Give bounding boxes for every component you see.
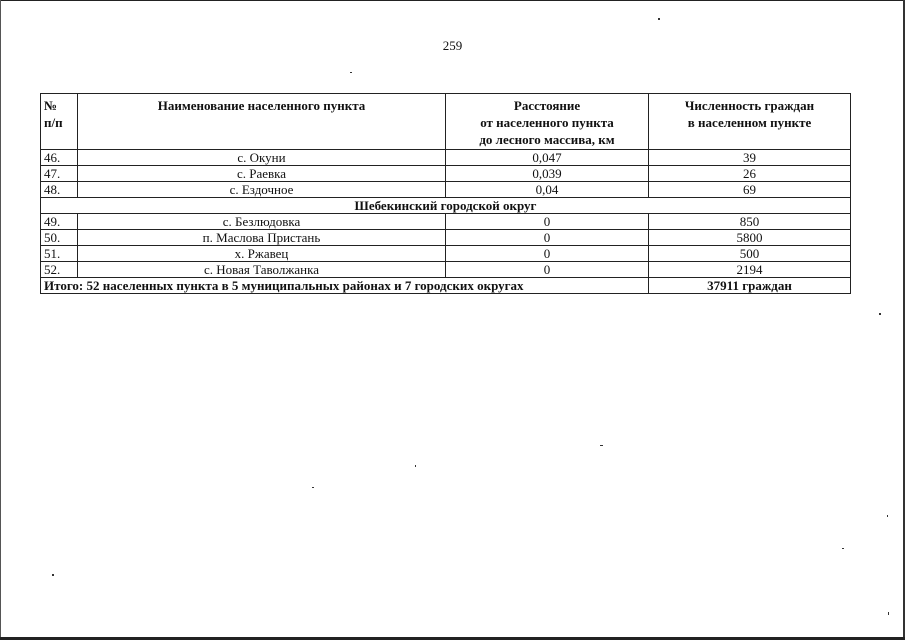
table-row: [41, 230, 851, 246]
row-num: 46.: [41, 150, 78, 166]
row-population: 500: [649, 246, 851, 262]
table-row: [41, 166, 851, 182]
scan-speck: [888, 612, 889, 615]
header-distance: [446, 94, 649, 150]
row-distance: 0,047: [446, 150, 649, 166]
scan-speck: [52, 574, 54, 576]
header-num-line2: п/п: [44, 115, 63, 130]
row-name: х. Ржавец: [78, 246, 446, 262]
row-name: с. Новая Таволжанка: [78, 262, 446, 278]
total-label: Итого: 52 населенных пункта в 5 муниципальных районах и 7 городских округах: [41, 278, 649, 294]
table-row: [41, 262, 851, 278]
table-row: [41, 150, 851, 166]
header-name: [78, 94, 446, 150]
row-distance: 0: [446, 230, 649, 246]
header-num-line1: №: [44, 98, 58, 113]
total-value: 37911 граждан: [649, 278, 851, 294]
table-row: [41, 214, 851, 230]
row-distance: 0: [446, 262, 649, 278]
scan-speck: [842, 548, 844, 549]
scan-speck: [658, 18, 660, 20]
header-population: [649, 94, 851, 150]
settlements-table: [40, 93, 851, 294]
row-population: 850: [649, 214, 851, 230]
row-name: с. Раевка: [78, 166, 446, 182]
row-name: п. Маслова Пристань: [78, 230, 446, 246]
scan-speck: [312, 487, 314, 488]
row-num: 49.: [41, 214, 78, 230]
scan-speck: [350, 72, 352, 73]
row-name: с. Ездочное: [78, 182, 446, 198]
section-row: [41, 198, 851, 214]
row-population: 5800: [649, 230, 851, 246]
header-distance-line3: до лесного массива, км: [479, 132, 615, 147]
header-population-line1: Численность граждан: [684, 98, 815, 113]
table-header-row: [41, 94, 851, 150]
row-population: 39: [649, 150, 851, 166]
row-distance: 0,04: [446, 182, 649, 198]
page-number: 259: [442, 38, 463, 53]
section-title: Шебекинский городской округ: [41, 198, 851, 214]
table-row: [41, 246, 851, 262]
row-population: 26: [649, 166, 851, 182]
scan-speck: [879, 313, 881, 315]
row-distance: 0: [446, 214, 649, 230]
table-row: [41, 182, 851, 198]
row-num: 47.: [41, 166, 78, 182]
row-distance: 0,039: [446, 166, 649, 182]
scan-speck: [415, 465, 416, 467]
row-population: 69: [649, 182, 851, 198]
row-num: 48.: [41, 182, 78, 198]
scan-border-left: [0, 0, 1, 640]
header-distance-line1: Расстояние: [513, 98, 581, 113]
row-num: 50.: [41, 230, 78, 246]
scan-border-top: [0, 0, 905, 1]
total-row: [41, 278, 851, 294]
row-num: 51.: [41, 246, 78, 262]
row-name: с. Безлюдовка: [78, 214, 446, 230]
scan-speck: [887, 515, 888, 517]
header-distance-line2: от населенного пункта: [480, 115, 614, 130]
header-num: [41, 94, 78, 150]
row-population: 2194: [649, 262, 851, 278]
scan-speck: [600, 445, 603, 446]
row-distance: 0: [446, 246, 649, 262]
row-num: 52.: [41, 262, 78, 278]
header-name-text: Наименование населенного пункта: [157, 98, 366, 113]
header-population-line2: в населенном пункте: [687, 115, 812, 130]
row-name: с. Окуни: [78, 150, 446, 166]
